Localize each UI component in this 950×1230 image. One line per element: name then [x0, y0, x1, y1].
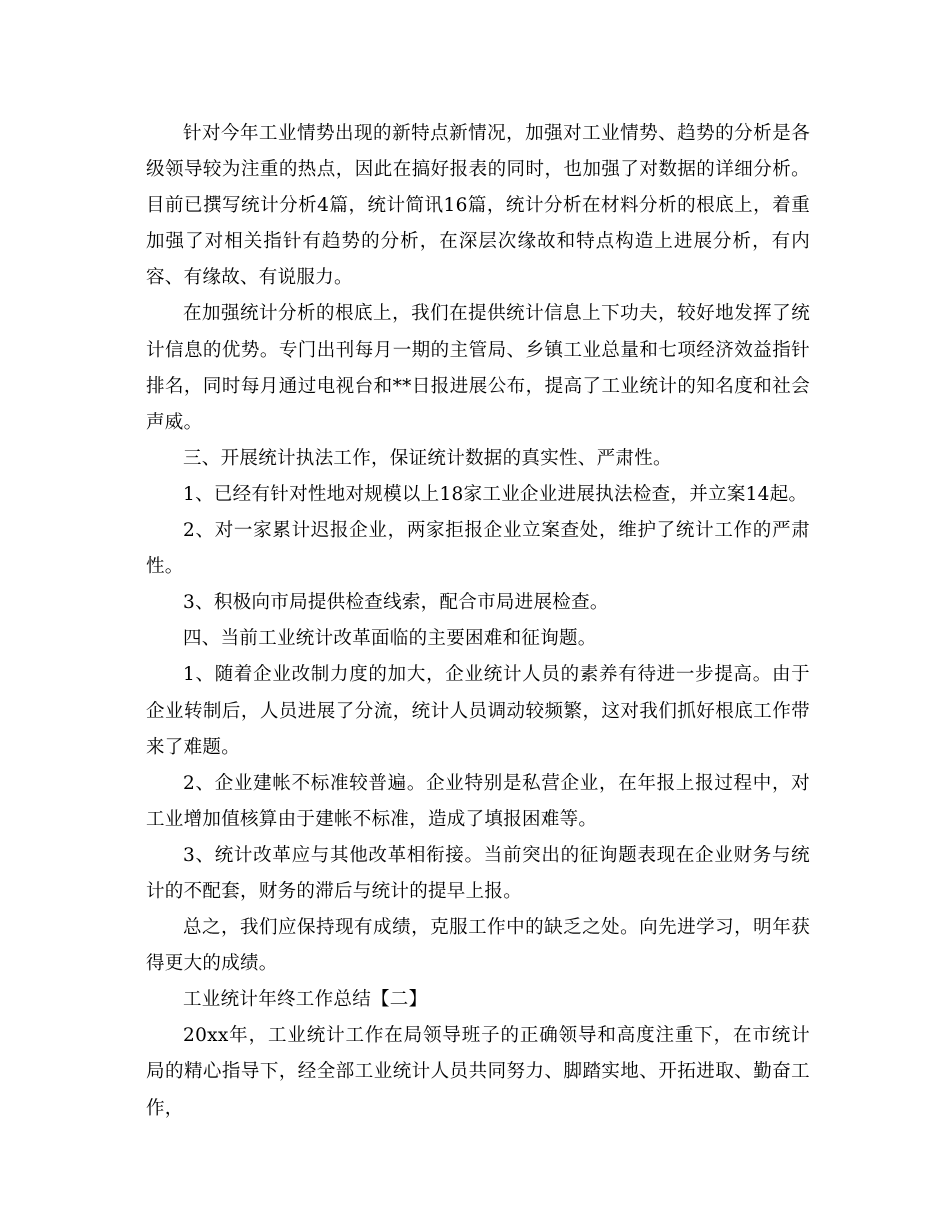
list-item-enforcement-2: 2、对一家累计迟报企业，两家拒报企业立案查处，维护了统计工作的严肃性。	[146, 520, 810, 578]
paragraph-analysis: 针对今年工业情势出现的新特点新情况，加强对工业情势、趋势的分析是各级领导较为注重的热点，因此在搞好报表的同时，也加强了对数据的详细分析。目前已撰写统计分析4篇，统计简讯16篇，统计分析在材料分析的根底上，着重加强了对相关指针有趋势的分析，在深层次缘故和特点构造上进展分析，有内容、有缘故、有说服力。	[146, 123, 810, 289]
section-heading-difficulties: 四、当前工业统计改革面临的主要困难和征询题。	[183, 628, 597, 650]
section-heading-law-enforcement: 三、开展统计执法工作，保证统计数据的真实性、严肃性。	[183, 447, 672, 469]
list-item-difficulty-3: 3、统计改革应与其他改革相衔接。当前突出的征询题表现在企业财务与统计的不配套，财务的滞后与统计的提早上报。	[146, 844, 810, 902]
section-title-summary-two: 工业统计年终工作总结【二】	[183, 989, 428, 1011]
list-item-enforcement-3: 3、积极向市局提供检查线索，配合市局进展检查。	[183, 592, 609, 614]
list-item-enforcement-1: 1、已经有针对性地对规模以上18家工业企业进展执法检查，并立案14起。	[183, 483, 808, 505]
paragraph-statistical-info: 在加强统计分析的根底上，我们在提供统计信息上下功夫，较好地发挥了统计信息的优势。专门出刊每月一期的主管局、乡镇工业总量和七项经济效益指针排名，同时每月通过电视台和**日报进展公布，提高了工业统计的知名度和社会声威。	[146, 303, 810, 433]
list-item-difficulty-2: 2、企业建帐不标准较普遍。企业特别是私营企业，在年报上报过程中，对工业增加值核算由于建帐不标准，造成了填报困难等。	[146, 772, 810, 830]
paragraph-conclusion: 总之，我们应保持现有成绩，克服工作中的缺乏之处。向先进学习，明年获得更大的成绩。	[146, 917, 810, 975]
document-body	[146, 116, 810, 1127]
list-item-difficulty-1: 1、随着企业改制力度的加大，企业统计人员的素养有待进一步提高。由于企业转制后，人员进展了分流，统计人员调动较频繁，这对我们抓好根底工作带来了难题。	[146, 664, 810, 758]
paragraph-summary-two-intro: 20xx年，工业统计工作在局领导班子的正确领导和高度注重下，在市统计局的精心指导下，经全部工业统计人员共同努力、脚踏实地、开拓进取、勤奋工作，	[146, 1025, 810, 1119]
